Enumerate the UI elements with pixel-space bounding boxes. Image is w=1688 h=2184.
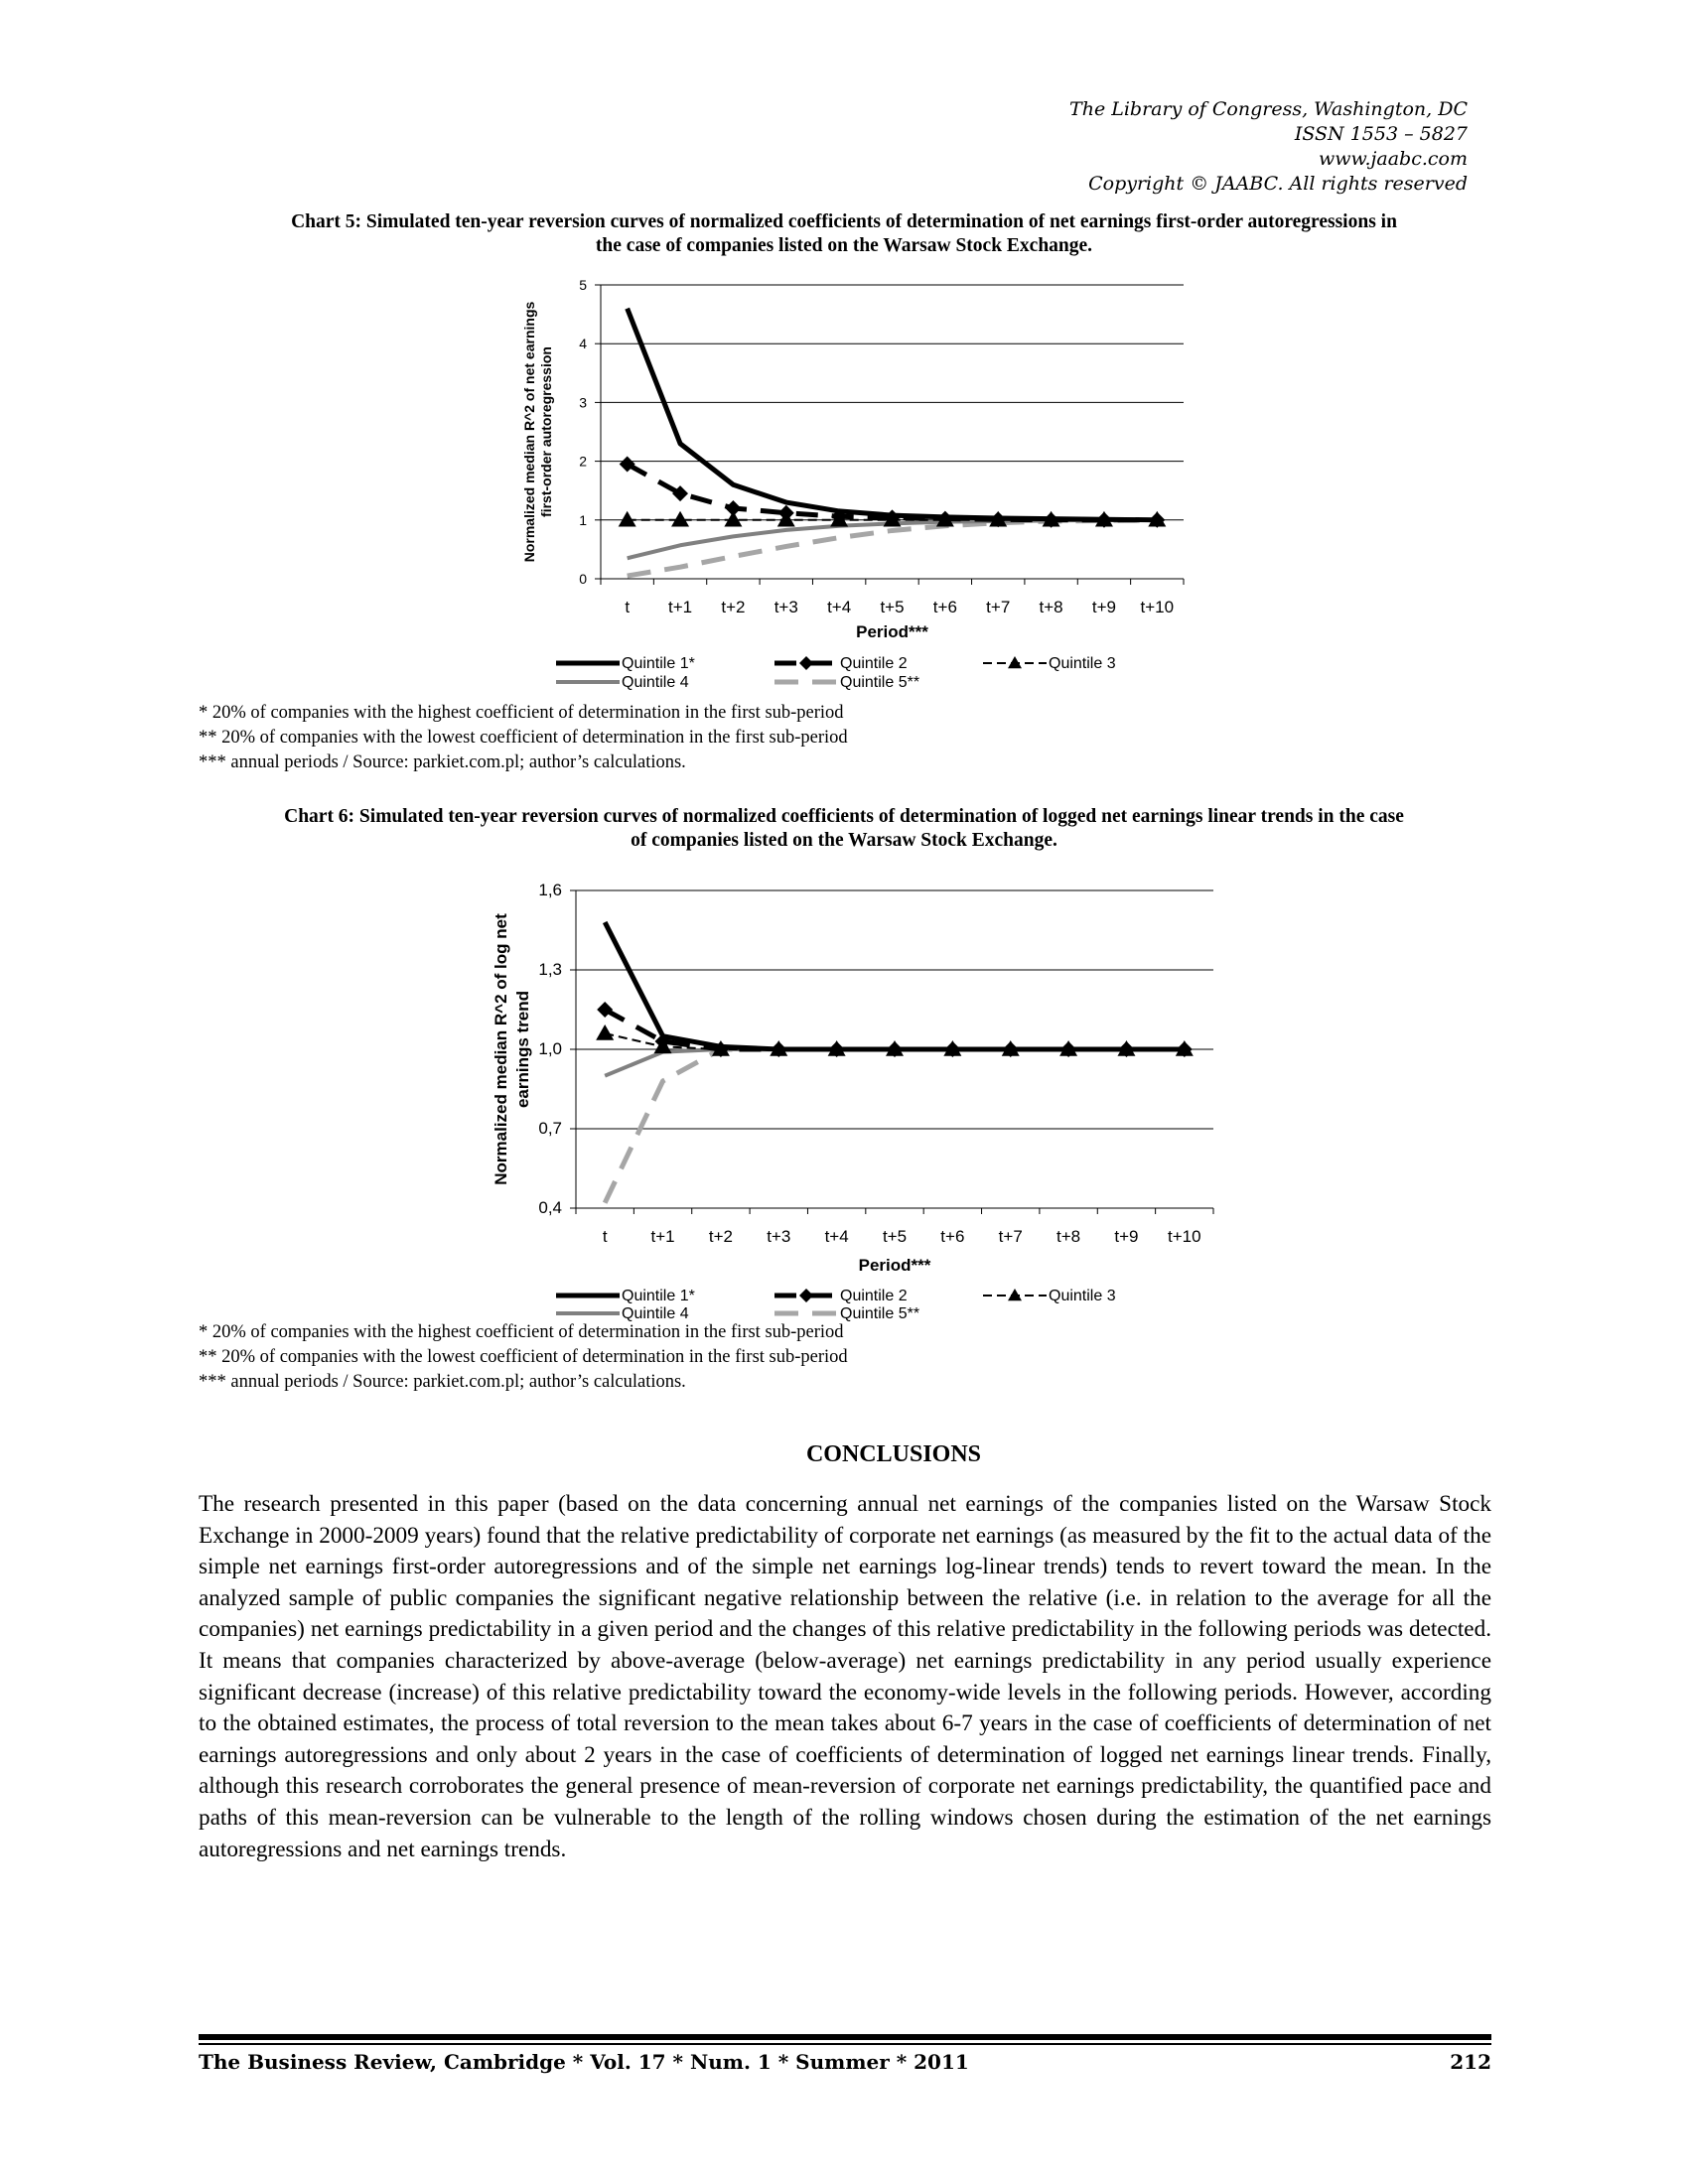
data-point (725, 500, 741, 516)
y-axis-title: first-order autoregression (538, 346, 554, 517)
footnote: *** annual periods / Source: parkiet.com.pl; author’s calculations. (199, 1372, 686, 1392)
x-tick-label: t+5 (882, 1227, 908, 1246)
x-tick-label: t+2 (708, 1227, 733, 1246)
x-tick-label: t+4 (824, 1227, 849, 1246)
x-tick-label: t+1 (667, 598, 693, 616)
legend-label: Quintile 2 (840, 1288, 908, 1304)
y-tick-label: 3 (579, 394, 587, 411)
footnote: ** 20% of companies with the lowest coefficient of determination in the first sub-period (199, 1347, 848, 1367)
legend-label: Quintile 1* (622, 655, 695, 672)
y-tick-label: 4 (579, 336, 587, 352)
y-tick-label: 1,0 (538, 1039, 562, 1058)
x-axis-title: Period*** (856, 622, 928, 641)
y-tick-label: 0,4 (538, 1198, 562, 1217)
legend-label: Quintile 2 (840, 655, 908, 672)
y-tick-label: 5 (579, 277, 587, 293)
x-tick-label: t (625, 598, 631, 616)
legend-label: Quintile 1* (622, 1288, 695, 1304)
y-tick-label: 1,6 (538, 881, 562, 899)
journal-citation: The Business Review, Cambridge * Vol. 17 * Num. 1 * Summer * 2011 (199, 2050, 969, 2074)
x-tick-label: t+9 (1114, 1227, 1139, 1246)
footnote: * 20% of companies with the highest coefficient of determination in the first sub-period (199, 703, 844, 723)
x-axis-title: Period*** (858, 1256, 931, 1275)
chart-5-notes (199, 701, 848, 775)
series-line (605, 922, 1185, 1049)
footer-rule (199, 2034, 1491, 2040)
y-tick-label: 0,7 (538, 1119, 562, 1138)
footnote: ** 20% of companies with the lowest coefficient of determination in the first sub-period (199, 728, 848, 748)
page-footer (199, 2050, 1491, 2074)
x-tick-label: t+4 (827, 598, 852, 616)
x-tick-label: t+8 (1056, 1227, 1081, 1246)
x-tick-label: t+9 (1091, 598, 1117, 616)
x-tick-label: t+7 (998, 1227, 1023, 1246)
y-tick-label: 0 (579, 571, 587, 587)
legend-label: Quintile 5** (840, 674, 920, 691)
x-tick-label: t+7 (986, 598, 1011, 616)
x-tick-label: t+2 (721, 598, 746, 616)
header-line: The Library of Congress, Washington, DC (1069, 98, 1468, 120)
footer-rule-thin (199, 2043, 1491, 2045)
y-axis-title: earnings trend (513, 990, 532, 1109)
chart-5-title: Chart 5: Simulated ten-year reversion curves of normalized coefficients of determination of net earnings first-order autoregressions in the case of companies listed on the Warsaw Stock Exchange. (291, 211, 1397, 256)
data-point (778, 505, 794, 521)
page-number: 212 (1450, 2050, 1491, 2074)
x-tick-label: t+3 (767, 1227, 791, 1246)
data-point (671, 511, 689, 527)
chart-5 (0, 258, 1688, 735)
x-tick-label: t+3 (774, 598, 798, 616)
x-tick-label: t+1 (650, 1227, 675, 1246)
x-tick-label: t (602, 1227, 608, 1246)
x-tick-label: t+6 (932, 598, 957, 616)
legend-label: Quintile 3 (1049, 1288, 1116, 1304)
y-axis-title: Normalized median R^2 of net earnings (521, 301, 537, 563)
data-point (596, 1024, 614, 1040)
chart-6 (0, 854, 1688, 1330)
x-tick-label: t+10 (1140, 598, 1175, 616)
legend-label: Quintile 5** (840, 1305, 920, 1322)
legend-label: Quintile 4 (622, 674, 689, 691)
series-line (628, 309, 1158, 520)
series-line (605, 1049, 1185, 1203)
x-tick-label: t+6 (940, 1227, 965, 1246)
header-line: ISSN 1553 – 5827 (1294, 123, 1468, 145)
x-tick-label: t+8 (1039, 598, 1063, 616)
chart-6-title: Chart 6: Simulated ten-year reversion curves of normalized coefficients of determination of logged net earnings linear trends in the case of companies listed on the Warsaw Stock Exchange. (284, 806, 1404, 851)
legend-label: Quintile 4 (622, 1305, 689, 1322)
footnote: * 20% of companies with the highest coefficient of determination in the first sub-period (199, 1322, 844, 1342)
chart-6-notes (199, 1320, 848, 1395)
y-tick-label: 1,3 (538, 960, 562, 979)
journal-header (1069, 97, 1468, 197)
x-tick-label: t+5 (880, 598, 905, 616)
y-axis-title: Normalized median R^2 of log net (492, 913, 510, 1185)
header-line: www.jaabc.com (1318, 148, 1468, 170)
conclusions-paragraph: The research presented in this paper (based on the data concerning annual net earnings of the companies listed on the Warsaw Stock Exchange in 2000-2009 years) found that the relative predictability of corporate net earnings (as measured by the fit to the actual data of the simple net earnings first-order autoregressions and of the simple net earnings log-linear trends) tends to revert toward the mean. In the analyzed sample of public companies the significant negative relationship between the relative (i.e. in relation to the average for all the companies) net earnings predictability in a given period and the changes of this relative predictability in the following periods was detected. It means that companies characterized by above-average (below-average) net earnings predictability in any period usually experience significant decrease (increase) of this relative predictability toward the economy-wide levels in the following periods. However, according to the obtained estimates, the process of total reversion to the mean takes about 6-7 years in the case of coefficients of determination of net earnings autoregressions and only about 2 years in the case of coefficients of determination of logged net earnings linear trends. Finally, although this research corroborates the general presence of mean-reversion of corporate net earnings predictability, the quantified pace and paths of this mean-reversion can be vulnerable to the length of the rolling windows chosen during the estimation of the net earnings autoregressions and net earnings trends. (199, 1491, 1491, 1862)
data-point (799, 1289, 813, 1302)
data-point (619, 511, 636, 527)
legend-label: Quintile 3 (1049, 655, 1116, 672)
y-tick-label: 2 (579, 453, 587, 470)
x-tick-label: t+10 (1168, 1227, 1201, 1246)
header-line: Copyright © JAABC. All rights reserved (1088, 173, 1468, 195)
conclusions-heading: CONCLUSIONS (805, 1441, 982, 1467)
data-point (799, 656, 813, 670)
series-line (628, 520, 1158, 576)
footnote: *** annual periods / Source: parkiet.com.pl; author’s calculations. (199, 752, 686, 772)
y-tick-label: 1 (579, 511, 587, 528)
